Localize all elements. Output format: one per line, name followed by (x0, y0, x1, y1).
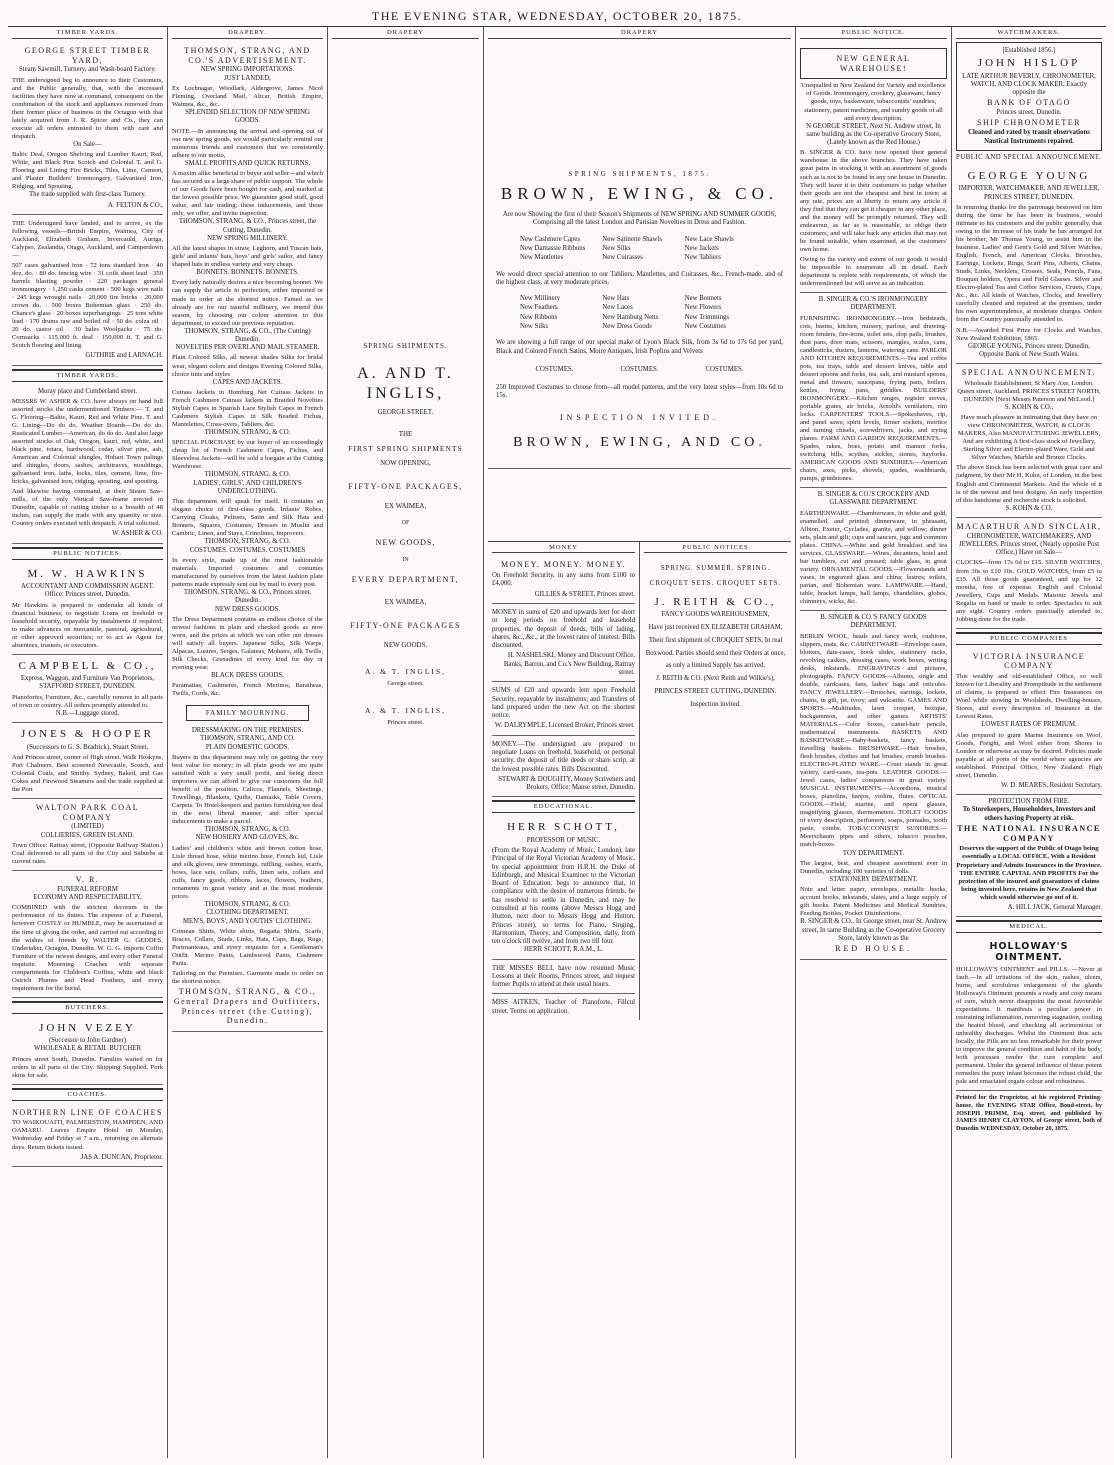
in-text: IN (402, 557, 409, 564)
ad-signature: THOMSON, STRANG, AND CO. (200, 735, 295, 743)
ad-heading: SMALL PROFITS AND QUICK RETURNS, (184, 159, 311, 167)
ad-body: The above Stock has been selected with great care and judgment, by their Mr H. Kohn, of London, in the best English and Continental Markets. And the whole of it is of the newest and best designs. An early inspection of this handsome and recherché stock is solicited. (956, 464, 1102, 504)
herr-schott-ad (492, 816, 635, 959)
ad-title: J. REITH & CO., (654, 596, 777, 608)
victoria-insurance-ad (956, 648, 1102, 795)
ad-body: Tailoring on the Premises. Garments made to order on the shortest notice. (172, 969, 323, 985)
ad-body: NOTE.—In announcing the arrival and opening out of our new spring goods, we would particularly remind our numerous friends and customers that we consistently adhere to our motto, (172, 127, 323, 159)
spring-heading: SPRING SHIPMENTS. (363, 341, 448, 350)
crockery-ad (800, 488, 947, 611)
goods-item: New Cashmere Capes (520, 235, 581, 243)
goods-item: New Costumes (684, 323, 727, 330)
walton-park-ad (12, 799, 163, 871)
column-3 (328, 27, 484, 1458)
ad-title: JOHN HISLOP (977, 57, 1081, 70)
ad-body: EARTHENWARE.—Chamberware, in white and gold, enamelled, and printed; dinnerware, in pheasant, Albion, Exeter, Cyclades, granite, and willow; dinner sets, plain and gilt; cups and saucers, jugs and common plates. CHINA.—White and gold breakfast and tea services. GLASSWARE.—Wines, decanters, hotel and bar tumblers, cut and pressed; table glass, in great variety. ORNAMENTAL GOODS.—Flowerstands and vases, in engraved glass and china; lustres; toilets, parian, and Bohemian ware. LAMPWARE.—Hand, table, bracket lamps, hall lamps, chandeliers, globes, chimneys, wicks, &c. (800, 509, 947, 606)
goods-grid-2 (520, 295, 759, 331)
timber-yard-ad (12, 42, 163, 215)
ad-address: Princes street, Dunedin. (996, 109, 1062, 117)
ad-title: V. R. (75, 875, 100, 885)
ad-subtitle: FUNERAL REFORM (57, 885, 118, 893)
ad-title: HOLLOWAY'S OINTMENT. (989, 940, 1069, 964)
ad-body: Ex Lochnagar, Woodlark, Aldergrove, James Nicol Fleming, Overland Mail, Altcar, British Empire, Waimea, &c., &c. (172, 84, 323, 109)
ad-signature: THOMSON, STRANG, & CO. (204, 900, 291, 908)
ad-heading: STATIONERY DEPARTMENT. (829, 875, 918, 883)
ad-established: [Established 1856.] (1002, 46, 1056, 54)
guthrie-ad (12, 215, 163, 366)
newspaper-page (8, 26, 1106, 1458)
ad-heading: LOWEST RATES OF PREMIUM. (981, 721, 1077, 729)
goods-grid (520, 236, 759, 263)
ad-subtitle: Express, Waggon, and Furniture Van Proprietors, (20, 675, 155, 683)
spring-heading: SPRING SHIPMENTS, 1875. (568, 169, 711, 178)
ad-heading: CLOTHING DEPARTMENT. (206, 909, 289, 917)
ad-subtitle: Steam Sawmill, Turnery, and Wash-board Factory. (18, 66, 156, 74)
goods-item: New Hats (602, 295, 630, 303)
ad-signature: THOMSON, STRANG, & CO., Princes street, the Cutting, Dunedin. (178, 218, 317, 234)
inglis-street: GEORGE STREET. (377, 409, 434, 417)
column-head: WATCHMAKERS. (956, 27, 1102, 39)
ad-heading: NOVELTIES PER OVERLAND MAIL STEAMER. (175, 344, 320, 352)
ad-signature: THOMSON, STRANG, & CO., General Drapers and Outfitters, Princes street (the Cutting), Dunedin. (173, 987, 322, 1026)
ad-body: We are showing a full range of our special make of Lyon's Black Silk, from 3s 6d to 17s 6d per yard, Black and Colored French Satins, Moire Antiques, Irish Poplins and Velvets (496, 339, 783, 355)
ad-body: The largest, best, and cheapest assortment ever in Dunedin, including 100 varieties of dolls. (800, 859, 947, 875)
goods-item: New Silks (520, 323, 549, 330)
ad-signature: HERR SCHOTT, R.A.M., L. (524, 946, 603, 954)
goods-item: New Tabliers (684, 254, 721, 262)
ad-body: In returning thanks for the patronage bestowed on him during the time he has been in business, would intimate to his customers and the public generally, that owing to the increase of his trade he has arranged for his brother, Mr Thomas Young, to assist him in the business. Ladies' and Gent's Gold and Silver Watches, English, French, and American Clocks. Brooches, Earrings, Lockets, Rings, Scarf Pins, Alberts, Chains, Studs, Links, Necklets, Crosses, Seals, Pencils, Fans, Bouquet holders, Opera and Field Glasses. Silver and Electro-plated Tea and Coffee Services, Cruets, Cups, &c., &c. All kinds of Watches, Clocks, and Jewellery carefully cleaned and repaired at the premises, under his own superintendence, at moderate charges. Orders from the Country punctually attended to. (956, 204, 1102, 324)
ad-heading: JUST LANDED, (224, 74, 271, 82)
inspection-invited: INSPECTION INVITED. (559, 412, 720, 422)
money-ad-3 (492, 682, 635, 735)
ad-title: M. W. HAWKINS (27, 567, 148, 580)
ad-body: All the latest shapes in straw, Leghorn, and Tuscan hats, girls' and infants' hats, boys' and girls' sailor, and fancy shaped hats in endless variety and very cheap. (172, 245, 323, 269)
column-4 (484, 27, 796, 1458)
ad-body: 250 Improved Costumes to choose from—all model patterns, and the very latest styles—from 10s 6d to 15s. (496, 384, 783, 400)
ad-subtitle: CHRONOMETER, WATCHMAKERS, AND JEWELLERS, Princes street, (Nearly opposite Post Office,) Have on Sale— (958, 532, 1100, 557)
ad-body: The Dress Department contains an endless choice of the newest fashions in plain and checked goods as now worn, and the prices at which we can offer our dresses will satisfy all buyers. Japanese Silks, Silk Warps, Alpacas, Lustres, Serges, Galateas, Mohairs, silk Twills, Silk Checks, Grenadines of every kind for day or evening wear. (172, 615, 323, 672)
inglis-signature-2: A. & T. INGLIS, (365, 706, 446, 716)
section-head: TIMBER YARDS. (12, 369, 163, 382)
ad-signature: B. SINGER & CO., In George street, near St. Andrew street, In same Building as the Co-operative Grocery Store, lately known as the (800, 918, 947, 942)
goods-item: New Flowers (684, 304, 722, 312)
ad-subtitle: FANCY GOODS WAREHOUSEMEN, (661, 611, 770, 619)
money-column (488, 542, 640, 1021)
inglis-princes-street: Princes street. (387, 719, 424, 727)
ad-body: In every style, made up of the most fashionable materials. Imported costumes and costumes manufactured by ourselves from the latest fashion plate patterns made expressly sent out by mail to every post. (172, 556, 323, 589)
misses-bell-ad (492, 960, 635, 995)
ad-body: SUMS of £20 and upwards lent upon Freehold Security, repayable by instalments; and Transfers of land prepared under the new Act on the shortest notice. (492, 687, 635, 720)
fancy-goods-ad (800, 611, 947, 960)
money-ad-2 (492, 604, 635, 682)
ad-title: JOHN VEZEY (39, 1021, 136, 1034)
ad-body: THE Undersigned have landed, and to arrive, ex the following vessels—British Empire, Waimea, City of Auckland, Elizabeth Graham, Invercauld, Auriga, Calypso, Zealandia, Otago, Auckland, and Camperdown— (12, 219, 163, 260)
ad-title: MACARTHUR AND SINCLAIR, (956, 521, 1102, 531)
ad-body: MONEY in sums of £20 and upwards lent for short or long periods on freehold and leasehold properties, the deposit of deeds, bills of lading, shares, &c., &c., at the lowest rates of interest. Bills discounted. (492, 609, 635, 650)
column-head: TIMBER YARDS. (12, 27, 163, 39)
ad-body: CLOCKS—from 17s 6d to £15. SILVER WATCHES, from 30s to £10 10s. GOLD WATCHES, from £5 to £35. All those goods guaranteed, and up for 12 months, free of expense. English and Colonial Jewellery, Cups and Medals. Masonic Jewels and Regalia on hand or made to order. Spectacles to suit any sight. Country orders punctually attended to. Jobbing done for the trade. (956, 559, 1102, 623)
asher-ad (12, 385, 163, 544)
ad-body-2: And likewise having command, at their Steam Saw-mills, of the only Vertical Saw-frame erected in Dunedin, capable of cutting timber to a breadth of 48 inches, can supply the trade with any quantity or size. Country orders executed with despatch. A trial solicited. (12, 488, 163, 528)
costumes-row (516, 366, 763, 374)
column-head: MONEY (492, 542, 635, 554)
ad-body: This department will speak for itself. It contains an elegant choice of first-class goods. Infants' Robes, Carrying Cloaks, Pelisses, Satin and Silk Hats and Bonnets, Squares, Costumes, Dresses in Muslin and Cambric, Linen, and Stays, Crinolines, Improvers. (172, 498, 323, 538)
ad-body: This wealthy and old-established Office, so well known for Liberality and Promptitude in the settlement of claims, is prepared to effect Fire Insurances on Wool while stowing in Woolsheds, Dwelling-houses, Stores, and every description of Insurance at the Lowest Rates. (956, 673, 1102, 721)
ad-signature: W. D. MEARES, Resident Secretary. (1001, 781, 1102, 789)
ad-signature: GILLIES & STREET, Princes street. (534, 590, 635, 598)
ad-heading: MEN'S, BOYS', AND YOUTHS' CLOTHING. (183, 917, 312, 925)
ad-title: SPECIAL ANNOUNCEMENT. (961, 368, 1097, 378)
ad-heading: B. SINGER & CO.'S FANCY GOODS DEPARTMENT. (820, 614, 927, 630)
ad-body: MESSRS W. ASHER & CO. have always on hand full assorted stocks the undermentioned Timbers:— T. and G. Flooring—Baltic, Kauri, Red and White Pine. T. and G. Lining—Do do do. Weather Boards—Do do do. Rusticated Lumber—American, do do do. And also large assorted stocks of Oak, Oregon, kauri, red, white, and black pine, totara, hardwood, cedar, silver pine, ash, American and Colonial shingles, Hobart Town palings and shingles, doors, sashes, architraves, mouldings, galvanised iron, laths, locks, tiles, cement, lime, fire-bricks, galvanised iron, ridging, spouting, and spouting. (12, 397, 163, 486)
ad-signature: J. REITH & CO. (Next Reith and Wilkie's), PRINCES STREET CUTTING, DUNEDIN. Inspection invited. (654, 675, 777, 709)
section-head: EDUCATIONAL. (492, 800, 635, 813)
ad-title: VICTORIA INSURANCE COMPANY (972, 651, 1086, 671)
ad-signature: A. FELTON & CO., (107, 201, 163, 209)
brown-ewing-title: BROWN, EWING, & CO. (500, 184, 779, 204)
ad-body: Note and letter paper, envelopes, metallic books, account books, inkstands, slates, and a large supply of gift books. Patent Medicines and Medical Sundries, Feeding Bottles, Pocket Disinfections. (800, 886, 947, 918)
ad-title: GEORGE YOUNG (967, 170, 1091, 183)
ad-intro: Are now Showing the first of their Season's Shipments of NEW SPRING AND SUMMER GOODS, Comprising all the latest London and Parisian Novelties in Dress and Fashion. (502, 211, 777, 227)
ad-heading: SHIP CHRONOMETER (977, 118, 1081, 128)
ad-title: MONEY. MONEY. MONEY. (501, 560, 626, 570)
ad-body: HOLLOWAY'S OINTMENT and PILLS. —Never at fault.—In all irritations of the skin, rashes, ulcers, burns, and scrofulous enlargement of the glands Holloway's Ointment presents a ready and cosy means of cure, which never disappoint the most favourable expectations. It manifests a peculiar power in restraining inflammation, removing stagnation, cooling the heated blood, and checking all acrimonious or unhealthy discharges. Whilst the Ointment thus acts locally, the Pills are no less remarkable for their power to improve the general condition and habit of the body, both processes render the cure complete and permanent. Under the general influence of these potent remedies the puny infant becomes the robust child, the pale and emaciated regain colour and robustness. (956, 966, 1102, 1086)
ad-heading: TOY DEPARTMENT. (842, 849, 905, 857)
ad-subtitle: IMPORTER, WATCHMAKER, AND JEWELLER, PRINCES STREET, DUNEDIN. (958, 185, 1100, 201)
column-2 (168, 27, 328, 1458)
ad-body: Ladies' and children's white and brown cotton hose, Lisle thread hose, white merino hose, French kid, Lisle and silk gloves, new trimmings, ruffling, sashes, scarfs, bows, lace sets, collars, cuffs, linen sets, collars and cuffs, fancy goods, ribbons, laces, flowers, feathers, ornaments in great variety and at the most moderate prices. (172, 844, 323, 900)
ad-title: NORTHERN LINE OF COACHES (12, 1107, 163, 1117)
ad-signature: GUTHRIE and LARNACH. (85, 352, 163, 360)
ad-subtitle-2: COLLIERIES, GREEN ISLAND. (40, 831, 135, 839)
ex-waimea-2: EX WAIMEA, (384, 598, 427, 607)
ad-title: THOMSON, STRANG, AND CO.'S ADVERTISEMENT. (184, 45, 311, 65)
goods-item: New Satinette Shawls (602, 235, 662, 243)
ad-signature: THOMSON, STRANG, & CO., Princes street, Dunedin. (183, 589, 312, 605)
goods-item: New Damassie Ribbons (520, 245, 586, 253)
ad-signature: THOMSON, STRANG, & CO. (204, 429, 291, 437)
ad-body: Crimean Shirts, White shirts, Regatta Shirts, Scarfs, Braces, Collars, Studs, Links, Hats, Caps, Bags, Rugs, Portmanteaus, and every requisite for a Gentleman's Outfit. Merino Pants, Lambswool Pants, Cashmere Pants. (172, 927, 323, 967)
goods-item: New Ribbons (520, 313, 558, 321)
ad-firm: S. KOHN & CO., (1004, 403, 1054, 411)
ad-note: The trade supplied with first-class Turnery. (29, 191, 146, 199)
ad-body: Town Office: Rattray street, (Opposite Railway Station.) Coal delivered to all parts of the City and Suburbs at current rates. (12, 842, 163, 866)
ad-subtitle: (Successor to John Gardner) (48, 1037, 127, 1045)
ad-heading: COSTUMES. COSTUMES. COSTUMES (189, 546, 306, 554)
every-department: EVERY DEPARTMENT, (351, 574, 460, 584)
ad-body: Also prepared to grant Marine Insurance on Wool, Goods, Freight, and Wool either from Shores to London or otherwise as may be desired. Policies made payable at all ports of the world where agencies are established. Principal Office, New Zealand: High street, Dunedin. (956, 731, 1102, 779)
ad-signature: THOMSON, STRANG, & CO. (204, 826, 291, 834)
section-head: MEDICAL. (956, 920, 1102, 933)
of-text: OF (401, 520, 410, 527)
ad-note: N.B.—Awarded First Prize for Clocks and Watches, New Zealand Exhibition, 1865. (956, 326, 1102, 342)
ad-subtitle: (LIMITED) (71, 823, 104, 831)
red-house: RED HOUSE. (835, 944, 912, 954)
ad-items: Baltic Deal, Oregon Shelving and Lumber Kauri, Red, White, and Black Pine Scotch and Colonial T. and G. Flooring and Lining Fire Bricks, Tiles, Lime, Cement, and Plaster Builders' Ironmongery, Galvanised Iron, Ridging, and Spouting. (12, 151, 163, 191)
inglis-signature: A. & T. INGLIS, (365, 667, 446, 677)
brown-ewing-ad (488, 170, 791, 469)
ad-body: Mr Hawkins is prepared to undertake all kinds of financial business; to negotiate Loans on freehold or leasehold security, repayable by instalments if required; to make advances on mercantile, pastoral, agricultural, or other approved securities; or to act as Agent for absentees, trustees, or executors. (12, 601, 163, 649)
inglis-george-street: George street. (387, 680, 424, 688)
ad-heading: DRESSMAKING ON THE PREMISES. (191, 727, 304, 735)
ad-title: THE NATIONAL INSURANCE COMPANY (957, 823, 1101, 843)
ad-body: Plain Colored Silks, all newest shades Silks for bridal wear, elegant colors and designs Evening Colored Silks, choice tints and styles (172, 354, 323, 378)
new-general-warehouse-ad (800, 42, 947, 293)
hawkins-ad (12, 563, 163, 655)
ad-heading: NEW DRESS GOODS. (214, 605, 281, 613)
column-5 (796, 27, 952, 1458)
ad-office: Office: Princes street, Dunedin. (44, 591, 131, 599)
ex-waimea: EX WAIMEA, (384, 501, 427, 510)
ad-body: Cleaned and rated by transit observations Nautical Instruments repaired. (968, 129, 1090, 145)
ad-heading: PLAIN DOMESTIC GOODS. (205, 743, 290, 751)
goods-item: New Silks (602, 245, 631, 253)
ad-subtitle: PROFESSOR OF MUSIC. (526, 836, 601, 844)
ad-address: STAFFORD STREET, DUNEDIN. (39, 683, 136, 691)
ad-body: TO WAIKOUAITI, PALMERSTON, HAMPDEN, AND OAMARU. Leaves Empire Hotel on Monday, Wednesday and Friday at 7 a.m., returning on alternate days. Return tickets issued. (12, 1119, 163, 1151)
section-head: COACHES. (12, 1088, 163, 1101)
goods-item: New Feathers (520, 304, 558, 312)
fifty-one-packages: FIFTY-ONE PACKAGES, (348, 481, 463, 491)
ad-heading: SPRING. SUMMER. SPRING. (660, 565, 771, 573)
ad-title: NEW GENERAL WAREHOUSE! (836, 53, 911, 73)
ad-signature: W. DALRYMPLE, Licensed Broker, Princes street. (494, 722, 635, 730)
ad-body: Cuirass Jackets in Homburg Net Cuirass Jackets in French Cashmere Cuirass Jackets in Braided Novelties Stylish Capes in Spanish Lace Stylish Capes in French Cashmere Stylish Capes in Silk Beaded Fichus, Mantelettes, Cross-overs, Tabliers, &c. (172, 388, 323, 428)
money-ad-4 (492, 736, 635, 798)
column-head: DRAPERY (332, 27, 479, 39)
ad-body: Every lady naturally desires a nice becoming bonnet. We can supply the article to perfection, either imported or made to order at the shortest notice. Famed as we already are for our tasteful millinery, we intend this season, by choosing our colour attention to this department, to exceed our previous reputation. (172, 279, 323, 327)
first-shipments: FIRST SPRING SHIPMENTS (348, 444, 463, 454)
ad-title: GEORGE STREET TIMBER YARD, (24, 45, 151, 65)
ad-title: JONES & HOOPER (20, 728, 155, 741)
ad-subtitle-2: ECONOMY AND RESPECTABILITY, (33, 894, 142, 902)
family-mourning-box: FAMILY MOURNING. (186, 705, 309, 722)
ad-body: Have just received EX ELIZABETH GRAHAM, Their first shipment of CROQUET SETS, In real Boxwood. Parties should send their Orders at once, as only a limited Supply has arrived. (645, 623, 786, 670)
macarthur-sinclair-ad (956, 518, 1102, 629)
ad-title: HERR SCHOTT, (507, 821, 620, 834)
ad-bank: BANK OF OTAGO (987, 98, 1071, 108)
column-head: DRAPERY. (172, 27, 323, 39)
ad-signature: H. NASHELSKI, Money and Discount Office, Banks, Barron, and Co.'s New Building, Rattray street. (503, 652, 635, 676)
ad-heading: NEW SPRING MILLINERY. (207, 234, 288, 242)
ad-body: Unequalled in New Zealand for Variety and excellence of Goods. Ironmongery, crockery, glassware, fancy goods, toys, basketware, tobacconists' sundries, stationery, patent medicines, and sundry goods of all and every description. (801, 82, 946, 122)
ad-heading: CROQUET SETS. CROQUET SETS. (649, 579, 782, 587)
george-young-ad (956, 165, 1102, 364)
now-opening: NOW OPENING, (380, 459, 431, 468)
ad-body: Pianofortes, Furniture, &c., carefully remove to all parts of town or country. All orders promptly attended to. (12, 693, 163, 709)
jones-hooper-ad (12, 723, 163, 799)
hislop-ad (956, 42, 1102, 151)
section-head: PUBLIC COMPANIES (956, 632, 1102, 645)
the-text: THE (398, 429, 413, 438)
ad-heading: SPLENDID SELECTION OF NEW SPRING GOODS. (185, 109, 310, 125)
ad-heading: BLACK DRESS GOODS. (211, 672, 284, 680)
printer-imprint: Printed for the Proprietor, at his registered Printing-house, the EVENING STAR Office, Bond-street, by JOSEPH PRIMM, Esq. street, and published by JAMES HENRY CLAYTON, of George street, both of Dunedin WEDNESDAY, October 20, 1875. (956, 1094, 1102, 1132)
lower-columns (488, 541, 791, 1021)
ad-signature: JAS A. DUNCAN, Proprietor. (80, 1153, 163, 1161)
goods-item: New Cuirasses (602, 254, 643, 262)
ad-address: N GEORGE STREET, Next St. Andrew street, In same building as the Co-operative Grocery Store, (Lately known as the Red House.) (806, 122, 941, 147)
ad-subtitle: LATE ARTHUR BEVERLY, CHRONOMETER, WATCH, AND CLOCK MAKER, Exactly opposite the (962, 72, 1096, 97)
ad-heading: CAPES AND JACKETS. (212, 378, 283, 386)
ad-signature: W. ASHER & CO. (112, 530, 163, 538)
goods-item: New Bonnets (684, 295, 722, 303)
croquet-ad (644, 556, 787, 716)
costumes-label: COSTUMES. (535, 365, 574, 373)
column-head: PUBLIC NOTICES (644, 542, 787, 554)
section-head: PUBLIC NOTICES. (12, 547, 163, 560)
money-ad (492, 556, 635, 604)
ad-body: FURNISHING IRONMONGERY.—Iron bedsteads, cots, basins, kitchen, nursery, parlour, and drawing-room fenders, fire-irons, toilet sets, slop pails, brushes, dust pans, door mats, scissors, mangles, scales, cans, candlesticks, dusters, lanterns, watering cans. PARLOR AND KITCHEN REQUIREMENTS.—Tea and coffee pots, tea trays, table and dessert knives, table and dessert spoons and forks, tea, salt, and mustard spoons, metal and tinware, saucepans, frying pans, boilers, kettles, frying pans, griddles. BUILDERS' IRONMONGERY.—Kitchen ranges, register stoves, portable grates, air bricks, Arnold's ventilators, rim locks. CARPENTERS' TOOLS.—Spokeshaves, rip, and panel saws; spirit levels, firmer sockets, mortice and turning chisels, screwdrivers, jacks, and trying planes. FARM AND GARDEN REQUIREMENTS.—Spades, rakes, hoes, potato and manure forks, switching bills, scythes, sickles, stones, hayforks. AMERICAN GOODS AND SUNDRIES.—American chairs, axes, picks, shovels, spades, washboards, pumps, grindstones. (800, 314, 947, 483)
ad-body: Buyers in this department may rely on getting the very best value for money; in all plain goods we are quite satisfied with a very small profit, and being direct importers we can afford to give our customers the full benefit of the position. Calicos, Flannels, Sheetings, Towellings, Blankets, Quilts, Damasks, Table Covers, Carpets. To Hotel-keepers and parties furnishing we deal in the most liberal manner, and offer special inducements to make a parcel. (172, 753, 323, 826)
ad-body: Wholesale Establishment, St Mary Axe, London. Queen street, Auckland. PRINCES STREET NORTH, DUNEDIN [Next Messrs Paterson and McLeod.] (957, 379, 1101, 403)
ad-signature: THOMSON, STRANG, & CO., (The Cutting) Dunedin. (184, 327, 311, 343)
ad-body: B. SINGER & CO. have now opened their general warehouse in the above branches. They have taken great pains in stocking it with an assortment of goods such as is not to be found in any one house in Dunedin. They will leave it to their customers to judge whether their goods are not the cheapest and best in town; at any rate, prices are at liberty to return any article if they find that they can get it cheaper in any other place, and the money will be promptly returned. They will endeavour, as far as is reasonable, to oblige their customers, and will take back any articles that may not be found suitable, when examined, at the customers' own home. (800, 149, 947, 253)
national-insurance-ad (956, 795, 1102, 917)
inglis-title: A. AND T. INGLIS, (357, 365, 454, 402)
ad-title: CAMPBELL & CO., (18, 659, 157, 672)
ad-signature: STEWART & DOUGHTY, Money Scriveners and Brokers, Office: Manse street, Dunedin. (498, 775, 635, 792)
ad-body: Owing to the variety and extent of our goods it would be impossible to enumerate all in detail. Each department is replete with requirements, of which the undermentioned list will serve as an indication. (800, 255, 947, 287)
ad-body: On Freehold Security, in any sums from £100 to £4,000. (492, 572, 635, 588)
fifty-one-packages-2: FIFTY-ONE PACKAGES (350, 620, 461, 630)
column-head: DRAPERY (488, 27, 791, 39)
costumes-label: COSTUMES. (705, 365, 744, 373)
warehouse-box (800, 48, 947, 80)
blank-space (332, 42, 479, 342)
blank-space (488, 469, 791, 541)
ad-signature: GEORGE YOUNG, Princes street, Dunedin, Opposite Bank of New South Wales. (968, 342, 1090, 358)
section-head: BUTCHERS. (12, 1001, 163, 1014)
goods-item: New Jackets (684, 245, 719, 253)
notices-column (640, 542, 791, 1021)
ad-subtitle-2: WHOLESALE & RETAIL BUTCHER (34, 1045, 141, 1053)
costumes-label: COSTUMES. (620, 365, 659, 373)
ad-subtitle: ACCOUNTANT AND COMMISSION AGENT. (21, 583, 154, 591)
ad-body: COMBINED with the strictest decorum in the performance of its duties. The expense of a Funeral, however COSTLY or HUMBLE, may be ascertained at the time of giving the order, and carried out according to the wishes of friends by WALTER G. GEDDES, Undertaker, Octagon, Dunedin. W. G. G. imports Coffin Furniture of the newest designs, and every other Funeral requisite. Mourning Coaches with separate compartments for Children's Coffins, white and black Ostrich Plumes and Head Feathers, and every requirement for the burial. (12, 904, 163, 992)
holloway-ad (956, 936, 1102, 1092)
ad-signature: S. KOHN & CO. (1005, 504, 1053, 512)
column-1 (8, 27, 168, 1458)
ad-body: Deserves the support of the Public of Otago being essentially a LOCAL OFFICE, With a Resident Proprietary and Admits Insurances in the Province. THE ENTIRE CAPITAL AND PROFITS For the protection of the insured and guarantors of claims being invested here, retains in New Zealand that which would otherwise go out of it. (956, 845, 1102, 901)
ad-heading: B. SINGER & CO.'S IRONMONGERY DEPARTMENT. (818, 295, 929, 312)
ad-body: MISS AITKEN, Teacher of Pianoforte, Fillcul street. Terms on application. (492, 999, 635, 1015)
goods-item: New Trimmings (684, 313, 730, 321)
ad-body: BERLIN WOOL, beads and fancy work, cushions, slippers, mats, &c. CABINETWARE—Envelope cases, blotters, date-cases, book slides, stationery racks, revolving caskets, dressing cases, work boxes, writing desks, inkstands. ENGRAVINGS and pictures, photographs. FANCY GOODS—Albums, single and double, cardcases, fans, ladies' bags and reticules. FANCY JEWELLERY.—Brooches, earrings, lockets, chains, in gilt, jet, ivory, and vulcanite. GAMES AND SPORTS.—Multitudes, lawn croquet, bezique, backgammon, and other games. ARTISTS' MATERIALS.—Color boxes, camel-hair pencils, mathematical instruments. BASKETS AND BASKETWARE.—Baby-baskets, fancy baskets, travelling baskets. BRUSHWARE.—Hair brushes, flesh brushes, clothes and hat brushes, crumb brushes. ELECTRO-PLATED WARE.—Cruet stands in great variety, card-cases, tea-pots. LEATHER GOODS.—Jewel cases, ladies' companions in great variety. MUSICAL INSTRUMENTS.—Accordions, musical boxes, pianolins, banjos, violins, flutes. OPTICAL GOODS.—Field, marine, and opera glasses, magnifying glasses, thermometers. TOILET GOODS of every description, perfumery, soaps, pomades, tooth paste, combs. TOBACCONISTS' SUNDRIES.—Meerschaum pipes and others, tobacco pouches, match-boxes. (800, 632, 947, 849)
ad-subtitle: To Storekeepers, Householders, Investors and others having Property at risk. (962, 806, 1096, 822)
masthead: THE EVENING STAR, WEDNESDAY, OCTOBER 20, 1875. (371, 9, 743, 23)
column-6 (952, 27, 1106, 1458)
ad-heading: NEW HOSIERY AND GLOVES, &c. (195, 834, 300, 842)
ad-body: Have much pleasure in intimating that they have on view CHRONOMETER, WATCH, & CLOCK MAKERS, Also MANUFACTURING JEWELLERS, And are exhibiting A first-class stock of Jewellery, Sterling Silver and Electro-plated Ware, Gold and Silver Watches, Marble and Bronze Clocks. (957, 414, 1101, 462)
goods-item: New Hamburg Netts (602, 313, 659, 321)
vezey-ad (12, 1017, 163, 1085)
ad-signature: THOMSON, STRANG, & CO. (204, 471, 291, 479)
ad-subtitle: (Successors to G. S. Bradrick), Stuart Street, (26, 743, 149, 751)
thomson-strang-ad (172, 42, 323, 1032)
ad-heading: PROTECTION FROM FIRE. (988, 798, 1070, 806)
funeral-ad (12, 871, 163, 998)
ad-title: WALTON PARK COAL COMPANY (35, 802, 140, 822)
kohn-ad (956, 364, 1102, 518)
ad-body: Paramattas, Cashmeres, French Merinos, Baratheas, Twills, Cords, &c. (172, 682, 323, 698)
ad-body: And Princes street, corner of High street. Walk Hoskyns, Port Chalmers. Best screened Newcastle, Scotch, and Colonial Coals, and Smithy. Sydney, Baked, and Gas Cokes and Firewood Steamers and the trade supplied at the Port (12, 753, 163, 793)
blank-space (488, 42, 791, 170)
ad-heading: LADIES', GIRLS', AND CHILDREN'S UNDERCLOTHING. (193, 479, 302, 495)
goods-item: New Laces (602, 304, 633, 312)
ad-heading: B. SINGER & CO.'S CROCKERY AND GLASSWARE DEPARTMENT. (817, 491, 930, 507)
ad-body: MONEY.—The undersigned are prepared to negotiate Loans on freehold, leasehold, or personal security, the deposit of title deeds or share scrip, at the lowest possible rates. Bills Discounted. (492, 740, 635, 773)
ad-body: Princes street South, Dunedin. Families waited on for orders in all parts of the City. Shipping Supplied. Pork skins for sale. (12, 1055, 163, 1079)
goods-item: New Lace Shawls (684, 235, 734, 243)
campbell-ad (12, 655, 163, 723)
new-goods-2: NEW GOODS. (383, 640, 428, 649)
ad-subtitle: Moray place and Cumberland street. (37, 387, 138, 395)
ad-body: A maxim alike beneficial to buyer and seller—and which has secured us a large share of public support. The whole of our Goods have been bought for cash, and marked at the lowest possible price. We guarantee good stuff, good value, and fair trading; these inducements, and those only, we offer, and invite inspection. (172, 170, 323, 218)
ad-signature: THOMSON, STRANG, & CO. (204, 538, 291, 546)
ad-signature: A. HILL JACK, General Manager. (1007, 903, 1102, 911)
miss-aitken-ad (492, 994, 635, 1020)
new-goods: NEW GOODS, (375, 537, 436, 547)
ad-onsale: On Sale— (73, 140, 102, 148)
ironmongery-ad (800, 293, 947, 488)
coach-ad (12, 1104, 163, 1167)
public-announcement-head: PUBLIC AND SPECIAL ANNOUNCEMENT. (956, 153, 1102, 161)
ad-body: THE MISSES BELL have now resumed Music Lessons at their Rooms, Princes street, and request former Pupils to attend at their usual hours. (492, 964, 635, 989)
ad-heading: NEW SPRING IMPORTATIONS. (200, 66, 295, 74)
ad-body: We would direct special attention to our Tabliers, Mantlettes, and Cuirasses, &c., French-made, and of the highest class, at very moderate prices. (496, 270, 783, 286)
ad-heading: BONNETS. BONNETS. BONNETS. (196, 269, 299, 277)
ad-note: N.B.—Luggage stored. (55, 709, 120, 717)
goods-item: New Mantlettes (520, 254, 564, 262)
ad-body: (From the Royal Academy of Music, London), late Principal of the Royal Victorian Academy of Music, by special appointment from H.R.H. the Duke of Edinburgh, and Musical Examiner to the Victorian Board of Education, begs to announce that, in compliance with the desire of numerous friends, he has resolved to settle in Dunedin, and may be consulted at his rooms (above Messrs Hogg and Hutton, next door to Messrs Hogg and Hutton, Princes street), so terms for Piano, Singing, Harmonium, Theory, and Composition, daily, from ten o'clock till twelve, and from two till four. (492, 846, 635, 946)
ad-list: 507 cases galvanised iron · 72 tons standard iron · 40 doz. do. · 80 do. fencing wire · 31 coils sheet lead · 350 barrels blasting powder · 220 packages general ironmongery · 1,250 casks cement · 500 kegs wire nails · 245 kegs wrought nails · 20,000 fire bricks · 20,000 crown do. · 500 boxes Bohemian glass · 250 do. Chance's glass · 20 boxes superhangings · 25 tons white lead · 170 drums raw and boiled oil · 50 do. colza oil · 20 do. castor oil · 30 bales Woolpacks · 75 do. Cornsacks · 115,000 ft. deal · 150,000 ft. T. and G. Scotch flooring and lining. (12, 262, 163, 350)
goods-item: New Dress Goods (602, 323, 652, 330)
ad-body: THE undersigned beg to announce to their Customers, and the Public generally, that, with the increased facilities they have now at command, consequent on the combination of the stock and appliances removed from their former place of business in the Octagon with that lately acquired from J. R. Spicer and Co., they can execute all orders entrusted to them with care and despatch. (12, 76, 163, 140)
ad-body: SPECIAL PURCHASE by our buyer of an exceedingly cheap lot of French Cashmere Capes, Fichus, and Sleeveless Jackets—will be sold a bargain at the Cutting Warehouse. (172, 439, 323, 471)
brown-ewing-signature: BROWN, EWING, AND CO. (513, 435, 766, 451)
column-head: PUBLIC NOTICE. (800, 27, 947, 39)
goods-item: New Millinery (520, 295, 561, 303)
